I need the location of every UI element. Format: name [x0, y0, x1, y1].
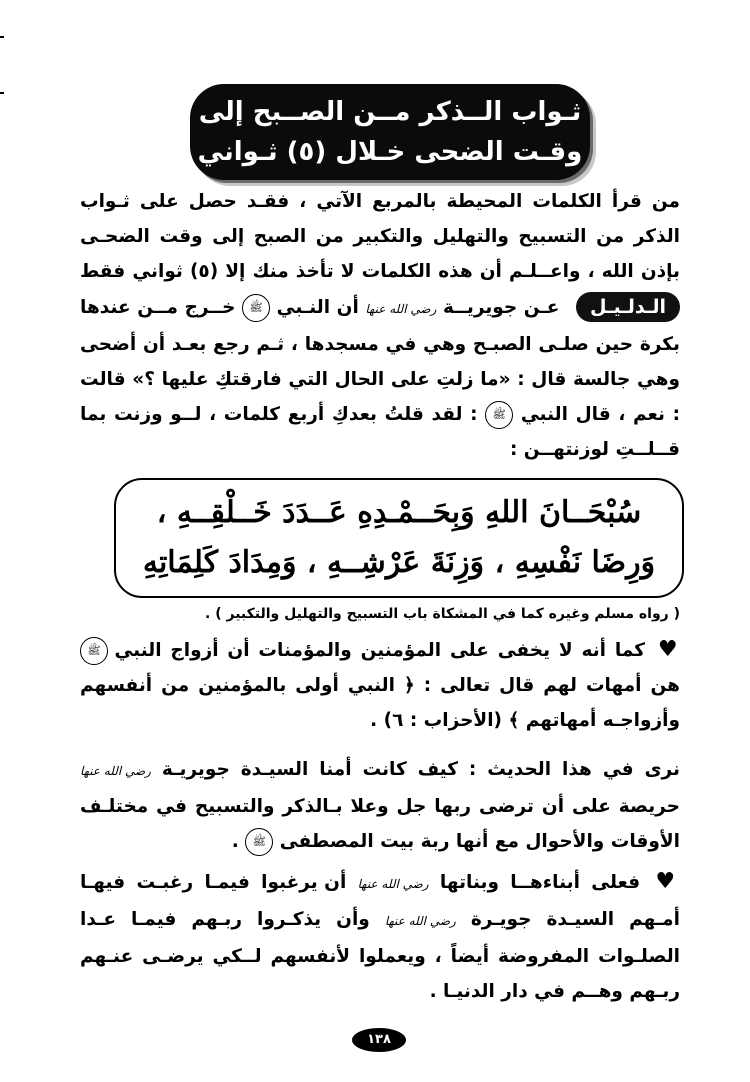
evidence-text-4: : لقد قلتُ بعدكِ أربع كلمات ، لــو وزنت بما قــلــتِ لوزنتهــن : [80, 404, 680, 460]
reflection-text-1: نرى في هذا الحديث : كيف كانت أمنا السيـدة جويريـة [161, 759, 680, 780]
title-line-2: وقـت الضحى خـلال (٥) ثـواني [197, 137, 583, 167]
intro-paragraph: من قرأ الكلمات المحيطة بالمربع الآتي ، فقـد حصل على ثـواب الذكر من التسبيح والتهليل والتكبير من الصبح إلى وقت الضحـى بإذن الله ، واعــلـم أن هذه الكلمات لا تأخذ منك إلا (٥) ثواني فقط [80, 191, 681, 282]
heart-icon: ♥ [655, 869, 680, 894]
dhikr-frame [114, 478, 684, 598]
daughters-text-3: وأن يذكـروا ربـهم فيمـا عـدا الصلـوات المفروضة أيضاً ، ويعملوا لأنفسهم لــكي يرضـى عنـهم ربـهم وهــم في دار الدنيـا . [80, 909, 680, 1002]
scan-edge-mark [0, 92, 4, 94]
evidence-text-1: عـن جويريــة [443, 297, 560, 318]
hadith-citation: ( رواه مسلم وغيره كما في المشكاة باب التسبيح والتهليل والتكبير ) . [205, 606, 680, 622]
evidence-text-2: أن النـبي [276, 297, 359, 318]
daughters-paragraph [80, 864, 680, 1009]
wives-text-2: هن أمهات لهم قال تعالى : ﴿ النبي أولى بالمؤمنين من أنفسهم وأزواجـه أمهاتهم ﴾ (الأحزاب : ٦) . [80, 675, 680, 731]
title-line-1: ثـواب الــذكر مــن الصــبح إلى [198, 97, 582, 127]
dhikr-line-2: وَرِضَا نَفْسِهِ ، وَزِنَةَ عَرْشِــهِ ، وَمِدَادَ كَلِمَاتِهِ [142, 545, 656, 580]
honorific-female: رضي الله عنها [80, 764, 151, 778]
honorific-prophet-seal: ﷺ [485, 401, 513, 429]
wives-text-1: كما أنه لا يخفى على المؤمنين والمؤمنات أن أزواج النبي [114, 640, 645, 661]
scan-edge-mark [0, 36, 4, 38]
honorific-female: رضي الله عنها [357, 877, 429, 891]
honorific-female: رضي الله عنها [384, 914, 456, 928]
reflection-text-2: حريصة على أن ترضى ربها جل وعلا بـالذكر والتسبيح في مختلـف الأوقات والأحوال مع أنها ربة بيت المصطفى [80, 796, 680, 852]
honorific-female: رضي الله عنها [365, 302, 437, 316]
evidence-badge: الـدلـيـل [576, 292, 680, 322]
honorific-prophet-seal: ﷺ [80, 637, 108, 665]
honorific-prophet-seal: ﷺ [242, 294, 270, 322]
reflection-text-3: . [231, 831, 239, 852]
heart-icon: ♥ [657, 637, 680, 662]
evidence-text-3: خــرج مــن عندها بكرة حين صلـى الصبـح وهي في مسجدها ، ثـم رجع بعـد أن أضحى وهي جالسة قال : «ما زلتِ على الحال التي فارقتكِ عليها ؟» قالت : نعم ، قال النبي [80, 297, 680, 425]
daughters-text-1: فعلى أبناءهــا وبناتها [439, 872, 641, 893]
hadith-reflection-paragraph [80, 752, 680, 859]
wives-paragraph [80, 632, 680, 738]
honorific-prophet-seal: ﷺ [245, 828, 273, 856]
dhikr-line-1: سُبْحَــانَ اللهِ وَبِحَــمْـدِهِ عَــدَدَ خَــلْقِــهِ ، [156, 495, 642, 530]
evidence-paragraph [80, 290, 680, 467]
title-banner [190, 84, 590, 180]
daughters-text-2: أن يرغبوا فيمـا رغبـت فيهـا أمـهم السيـدة جويـرة [80, 872, 680, 930]
page-number: ١٣٨ [352, 1028, 406, 1052]
